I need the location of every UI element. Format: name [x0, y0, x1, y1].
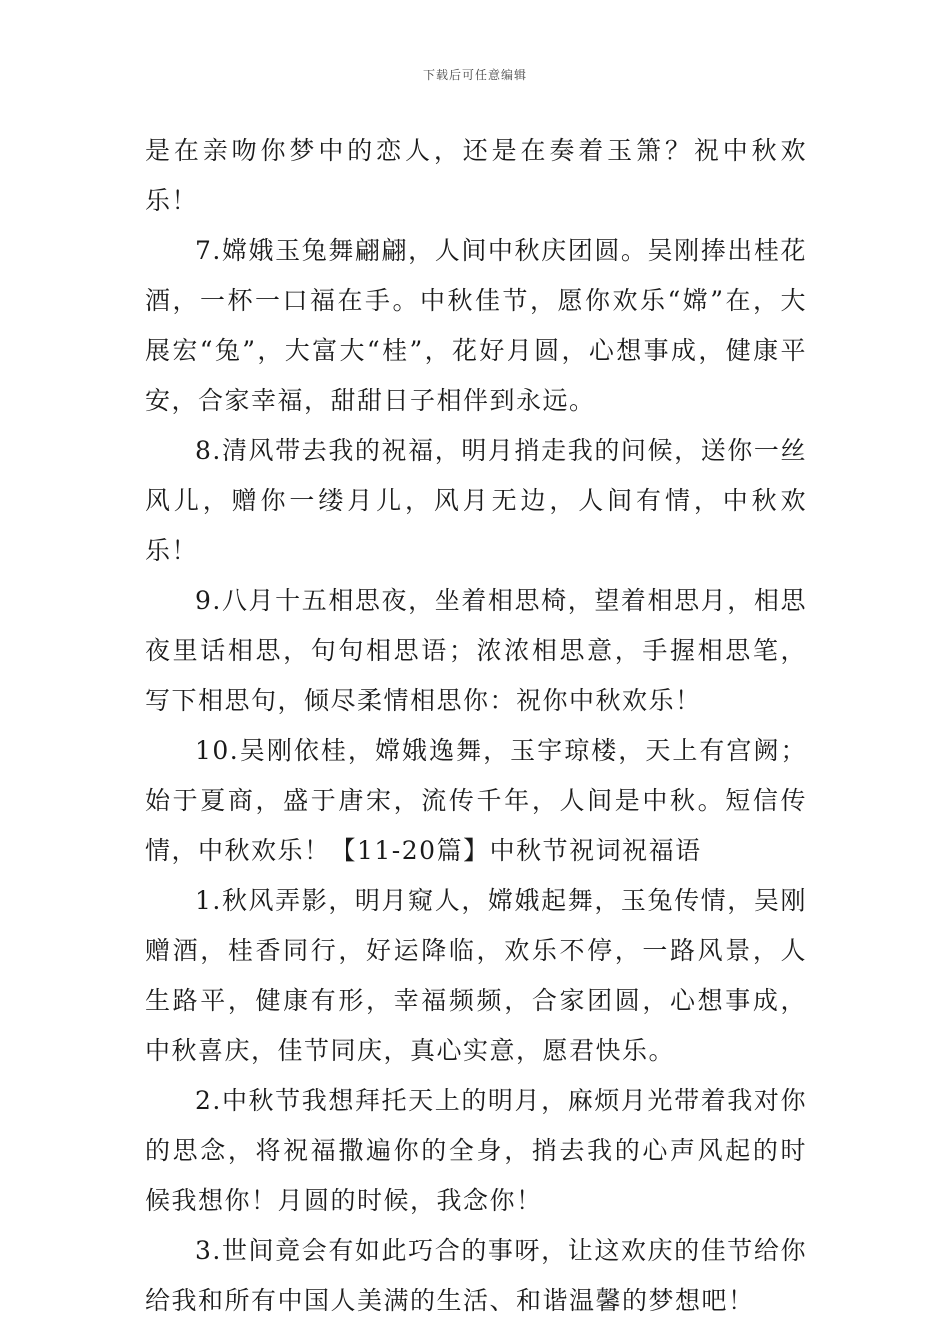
page-header: 下载后可任意编辑 [422, 68, 527, 82]
paragraph-item-1: 1.秋风弄影，明月窥人，嫦娥起舞，玉兔传情，吴刚赠酒，桂香同行，好运降临，欢乐不停，一路风景，人生路平，健康有形，幸福频频，合家团圆，心想事成，中秋喜庆，佳节同庆，真心实意，愿君快乐。 [145, 886, 807, 1065]
document-body [145, 126, 807, 1326]
paragraph-item-10: 10.吴刚依桂，嫦娥逸舞，玉宇琼楼，天上有宫阙；始于夏商，盛于唐宋，流传千年，人间是中秋。短信传情，中秋欢乐！【11-20篇】中秋节祝词祝福语 [145, 736, 807, 865]
paragraph-item-2: 2.中秋节我想拜托天上的明月，麻烦月光带着我对你的思念，将祝福撒遍你的全身，捎去我的心声风起的时候我想你！月圆的时候，我念你！ [145, 1086, 807, 1215]
paragraph-item-8: 8.清风带去我的祝福，明月捎走我的问候，送你一丝风儿，赠你一缕月儿，风月无边，人间有情，中秋欢乐！ [145, 436, 807, 565]
paragraph-item-9: 9.八月十五相思夜，坐着相思椅，望着相思月，相思夜里话相思，句句相思语；浓浓相思意，手握相思笔，写下相思句，倾尽柔情相思你：祝你中秋欢乐！ [145, 586, 807, 715]
paragraph-item-7: 7.嫦娥玉兔舞翩翩，人间中秋庆团圆。吴刚捧出桂花酒，一杯一口福在手。中秋佳节，愿你欢乐“嫦”在，大展宏“兔”，大富大“桂”，花好月圆，心想事成，健康平安，合家幸福，甜甜日子相伴到永远。 [145, 236, 807, 415]
paragraph-item-3: 3.世间竟会有如此巧合的事呀，让这欢庆的佳节给你给我和所有中国人美满的生活、和谐温馨的梦想吧！ [145, 1236, 807, 1315]
paragraph-continuation: 是在亲吻你梦中的恋人，还是在奏着玉箫？祝中秋欢乐！ [145, 136, 807, 215]
